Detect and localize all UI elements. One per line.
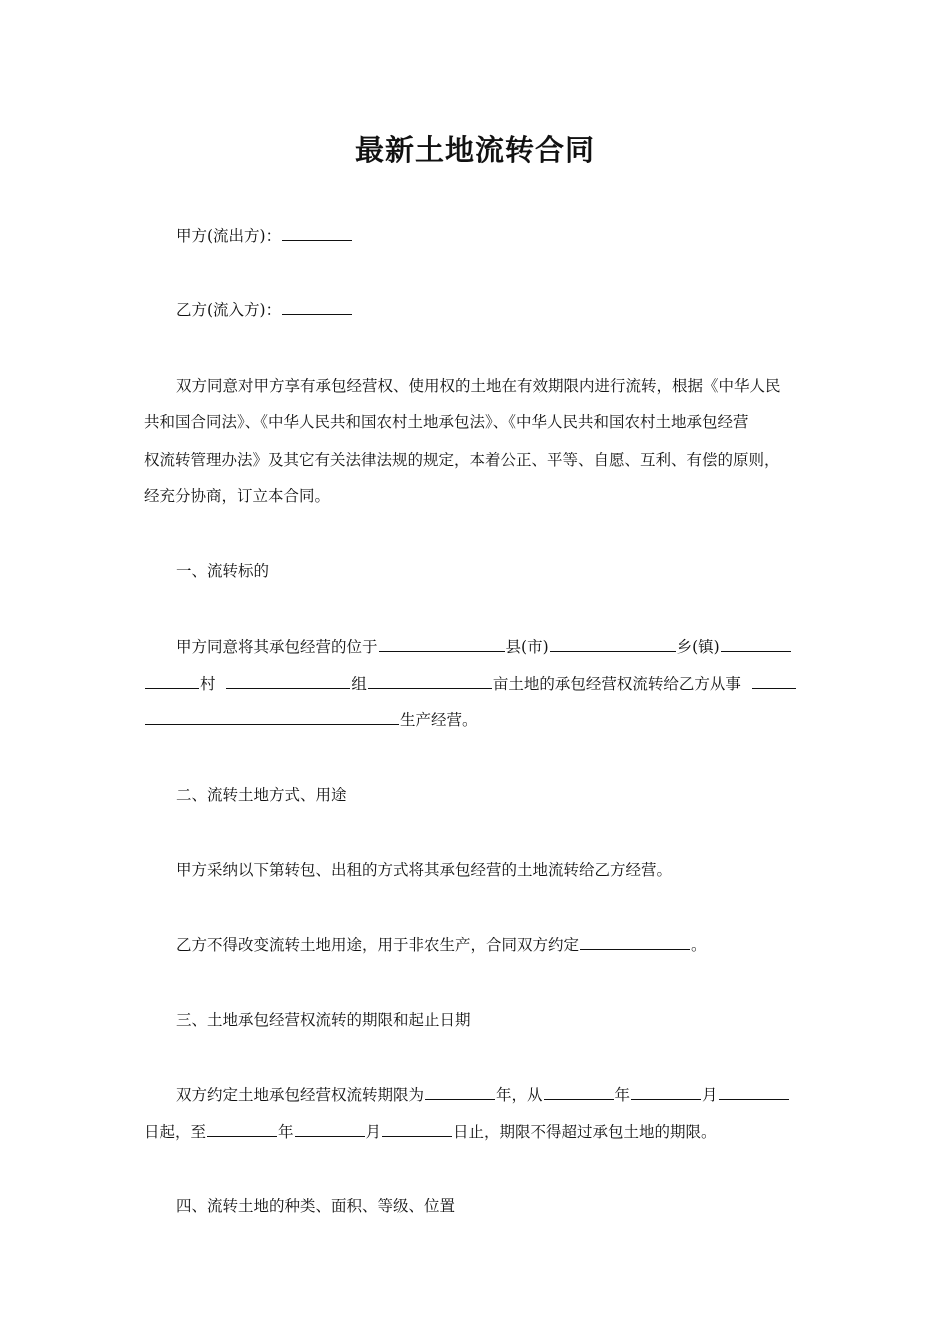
start-year-blank[interactable] bbox=[544, 1085, 614, 1100]
village-blank-end[interactable] bbox=[145, 674, 199, 689]
section-1-heading: 一、流转标的 bbox=[176, 562, 270, 580]
section-3-paragraph-line bbox=[176, 1085, 790, 1105]
area-blank[interactable] bbox=[368, 674, 492, 689]
section-2-heading: 二、流转土地方式、用途 bbox=[176, 786, 347, 804]
preamble-line: 经充分协商，订立本合同。 bbox=[144, 487, 331, 505]
section-1-paragraph-line bbox=[144, 674, 797, 694]
section-1-paragraph-line bbox=[144, 710, 478, 730]
term-years-blank[interactable] bbox=[425, 1085, 495, 1100]
end-year-blank[interactable] bbox=[207, 1122, 277, 1137]
year-label: 年 bbox=[278, 1123, 294, 1141]
production-label: 生产经营。 bbox=[400, 711, 478, 729]
section-4-heading: 四、流转土地的种类、面积、等级、位置 bbox=[176, 1197, 456, 1215]
year-label: 年 bbox=[614, 1086, 631, 1104]
party-a-label: 甲方(流出方)： bbox=[176, 227, 282, 245]
month-label: 月 bbox=[365, 1123, 382, 1141]
usage-text: 乙方不得改变流转土地用途，用于非农生产，合同双方约定 bbox=[176, 936, 580, 954]
location-text: 甲方同意将其承包经营的位于 bbox=[176, 638, 378, 656]
business-blank-end[interactable] bbox=[145, 710, 399, 725]
business-blank-start[interactable] bbox=[752, 674, 796, 689]
party-b-blank[interactable] bbox=[282, 300, 352, 315]
group-label: 组 bbox=[351, 675, 367, 693]
agreement-blank[interactable] bbox=[580, 935, 690, 950]
start-to-label: 日起，至 bbox=[144, 1123, 207, 1141]
party-b-label: 乙方(流入方)： bbox=[176, 301, 282, 319]
preamble-line: 权流转管理办法》及其它有关法律法规的规定，本着公正、平等、自愿、互利、有偿的原则， bbox=[144, 451, 780, 469]
end-day-blank[interactable] bbox=[382, 1122, 452, 1137]
county-blank[interactable] bbox=[379, 637, 505, 652]
period-mark: 。 bbox=[691, 936, 707, 954]
section-2-paragraph-2 bbox=[176, 935, 707, 955]
transfer-text: 亩土地的承包经营权流转给乙方从事 bbox=[492, 675, 741, 693]
document-title: 最新土地流转合同 bbox=[354, 133, 595, 167]
from-label: 年，从 bbox=[496, 1086, 543, 1104]
group-blank[interactable] bbox=[226, 674, 350, 689]
village-label: 村 bbox=[200, 675, 216, 693]
party-a-line bbox=[176, 226, 353, 246]
party-b-line bbox=[176, 300, 353, 320]
end-text: 日止，期限不得超过承包土地的期限。 bbox=[453, 1123, 717, 1141]
start-month-blank[interactable] bbox=[631, 1085, 701, 1100]
section-2-paragraph-1: 甲方采纳以下第转包、出租的方式将其承包经营的土地流转给乙方经营。 bbox=[176, 861, 673, 879]
start-day-blank[interactable] bbox=[719, 1085, 789, 1100]
village-blank-start[interactable] bbox=[721, 637, 791, 652]
preamble-line: 双方同意对甲方享有承包经营权、使用权的土地在有效期限内进行流转，根据《中华人民 bbox=[176, 377, 781, 395]
county-label: 县(市) bbox=[505, 638, 549, 656]
end-month-blank[interactable] bbox=[295, 1122, 365, 1137]
section-3-heading: 三、土地承包经营权流转的期限和起止日期 bbox=[176, 1011, 471, 1029]
township-label: 乡(镇) bbox=[676, 638, 720, 656]
party-a-blank[interactable] bbox=[282, 226, 352, 241]
township-blank[interactable] bbox=[550, 637, 676, 652]
term-text: 双方约定土地承包经营权流转期限为 bbox=[176, 1086, 425, 1104]
section-1-paragraph-line bbox=[176, 637, 792, 657]
preamble-line: 共和国合同法》、《中华人民共和国农村土地承包法》、《中华人民共和国农村土地承包经营 bbox=[144, 413, 749, 431]
section-3-paragraph-line bbox=[144, 1122, 717, 1142]
month-label: 月 bbox=[702, 1086, 718, 1104]
